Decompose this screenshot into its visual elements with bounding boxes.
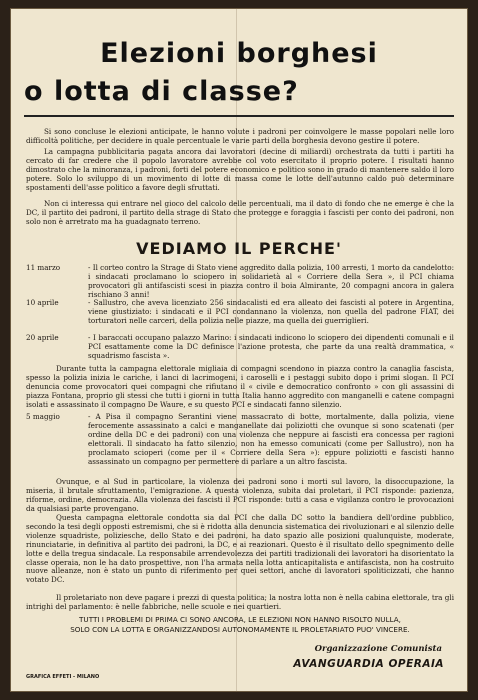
intro-paragraph-3: Non ci interessa qui entrare nel gioco del calcolo delle percentuali, ma il dato di fondo che ne emerge è che la DC, il partito dei padroni, il partito della strage di Stato che protegge e foraggia i fascisti per conto dei padroni, non solo non è arretrato ma ha guadagnato terreno. bbox=[26, 199, 454, 226]
headline-rule bbox=[24, 115, 454, 117]
entry-date: 5 maggio bbox=[26, 412, 60, 421]
entry-text: - I baraccati occupano palazzo Marino: i sindacati indicono lo sciopero dei dipendenti comunali e il PCI esattamente come la DC definisce l'azione protesta, che parte da una realtà drammatica, « squadrismo fascista ». bbox=[88, 333, 454, 360]
entry-text: - A Pisa il compagno Serantini viene massacrato di botte, mortalmente, dalla polizia, viene ferocemente assassinato a calci e manganellate dai poliziotti che ovunque si sono scatenati (per ordine della DC e dei padroni) con una violenza che neppure ai fascisti era concessa per ragioni elettorali. Il sindacato ha fatto silenzio, non ha emesso comunicati (come per Sallustro), non ha proclamato scioperi (come per il « Corriere della Sera »): eppure poliziotti e fascisti hanno assassinato un compagno per permettere di parlare a un altro fascista. bbox=[88, 412, 454, 466]
entry-20-aprile bbox=[26, 334, 454, 361]
final-slogan-line-2: SOLO CON LA LOTTA E ORGANIZZANDOSI AUTONOMAMENTE IL PROLETARIATO PUO' VINCERE. bbox=[70, 625, 410, 634]
intro-paragraph-1: Si sono concluse le elezioni anticipate, le hanno volute i padroni per coinvolgere le masse popolari nelle loro difficoltà politiche, per decidere in quale percentuale le varie parti della borghesia devono gestire il potere. bbox=[26, 127, 454, 145]
entry-5-maggio bbox=[26, 413, 454, 466]
entry-11-marzo bbox=[26, 264, 454, 300]
closing-paragraph-1: Ovunque, e al Sud in particolare, la violenza dei padroni sono i morti sul lavoro, la disoccupazione, la miseria, il brutale sfruttamento, l'emigrazione. A questa violenza, subita dai proletari, il PCI risponde: pazienza, riforme, ordine, democrazia. Alla violenza dei fascisti il PCI risponde: tutti a casa e vigilanza contro le provocazioni da qualsiasi parte provengano. bbox=[26, 477, 454, 513]
section-heading: VEDIAMO IL PERCHE' bbox=[136, 239, 342, 258]
intro-paragraph-2: La campagna pubblicitaria pagata ancora dai lavoratori (decine di miliardi) orchestrata da tutti i partiti ha cercato di far credere che il popolo lavoratore avrebbe col voto esercitato il proprio potere. I risultati hanno dimostrato che la minoranza, i padroni, forti del potere economico e politico sono in grado di mantenere saldo il loro potere. Solo lo sviluppo di un movimento di lotte di massa come le lotte dell'autunno caldo può determinare spostamenti dell'asse politico a favore degli sfruttati. bbox=[26, 147, 454, 192]
entry-text: - Il corteo contro la Strage di Stato viene aggredito dalla polizia, 100 arresti, 1 morto da candelotto: i sindacati proclamano lo sciopero in solidarietà al « Corriere della Sera », il PCI chiama provocatori gli antifascisti scesi in piazza contro il boia Almirante, 20 compagni ancora in galera rischiano 3 anni! bbox=[88, 263, 454, 299]
headline-line-2: o lotta di classe? bbox=[24, 76, 299, 107]
final-slogan-line-1: TUTTI I PROBLEMI DI PRIMA CI SONO ANCORA, LE ELEZIONI NON HANNO RISOLTO NULLA, bbox=[79, 615, 401, 624]
closing-paragraph-3: Il proletariato non deve pagare i prezzi di questa politica; la nostra lotta non è nella cabina elettorale, tra gli intrighi del parlamento: è nelle fabbriche, nelle scuole e nei quartieri. bbox=[26, 593, 454, 611]
entry-date: 20 aprile bbox=[26, 333, 59, 342]
poster bbox=[10, 8, 468, 692]
entry-text: - Sallustro, che aveva licenziato 256 sindacalisti ed era alleato dei fascisti al potere in Argentina, viene giustiziato: i sindacati e il PCI condannano la violenza, non quella del padrone FIAT, dei torturatori nelle carceri, della polizia nelle piazze, ma quella dei guerriglieri. bbox=[88, 298, 454, 325]
entry-date: 11 marzo bbox=[26, 263, 61, 272]
signature-organization: Organizzazione Comunista bbox=[314, 644, 442, 654]
printer-credit: GRAFICA EFFETI - MILANO bbox=[26, 674, 100, 680]
signature-name: AVANGUARDIA OPERAIA bbox=[293, 658, 444, 670]
headline-line-1: Elezioni borghesi bbox=[100, 38, 378, 69]
entry-date: 10 aprile bbox=[26, 298, 59, 307]
entry-10-aprile bbox=[26, 299, 454, 326]
campaign-paragraph: Durante tutta la campagna elettorale migliaia di compagni scendono in piazza contro la canaglia fascista, spesso la polizia inizia le cariche, i lanci di lacrimogeni, i caroselli e i pestaggi subito dopo i primi slogan. Il PCI denuncia come provocatori quei compagni che rifiutano il « civile e democratico confronto » con gli assassini di piazza Fontana, proprio gli stessi che tutti i giorni in tutta Italia hanno aggredito con manganelli e catene compagni isolati e assassinato il compagno De Waure, e su questo PCI e sindacati fanno silenzio. bbox=[26, 364, 454, 409]
closing-paragraph-2: Questa campagna elettorale condotta sia dal PCI che dalla DC sotto la bandiera dell'ordine pubblico, secondo la tesi degli opposti estremismi, che si è ridotta alla denuncia sistematica dei rivoluzionari e al silenzio delle violenze squadriste, poliziesche, dello Stato e dei padroni, ha dato spazio alle posizioni qualunquiste, moderate, rinunciatarie, in definitiva al partito dei padroni, la DC, e ai reazionari. Questo è il risultato dello spegnimento delle lotte e della tregua sindacale. La responsabile arrendevolezza dei partiti tradizionali dei lavoratori ha disorientato la classe operaia, non le ha dato prospettive, non l'ha armata nella lotta anticapitalista e antifascista, non ha costruito nuove alleanze, non è stato un punto di riferimento per quei settori, anche di lavoratori spoliticizzati, che hanno votato DC. bbox=[26, 513, 454, 585]
